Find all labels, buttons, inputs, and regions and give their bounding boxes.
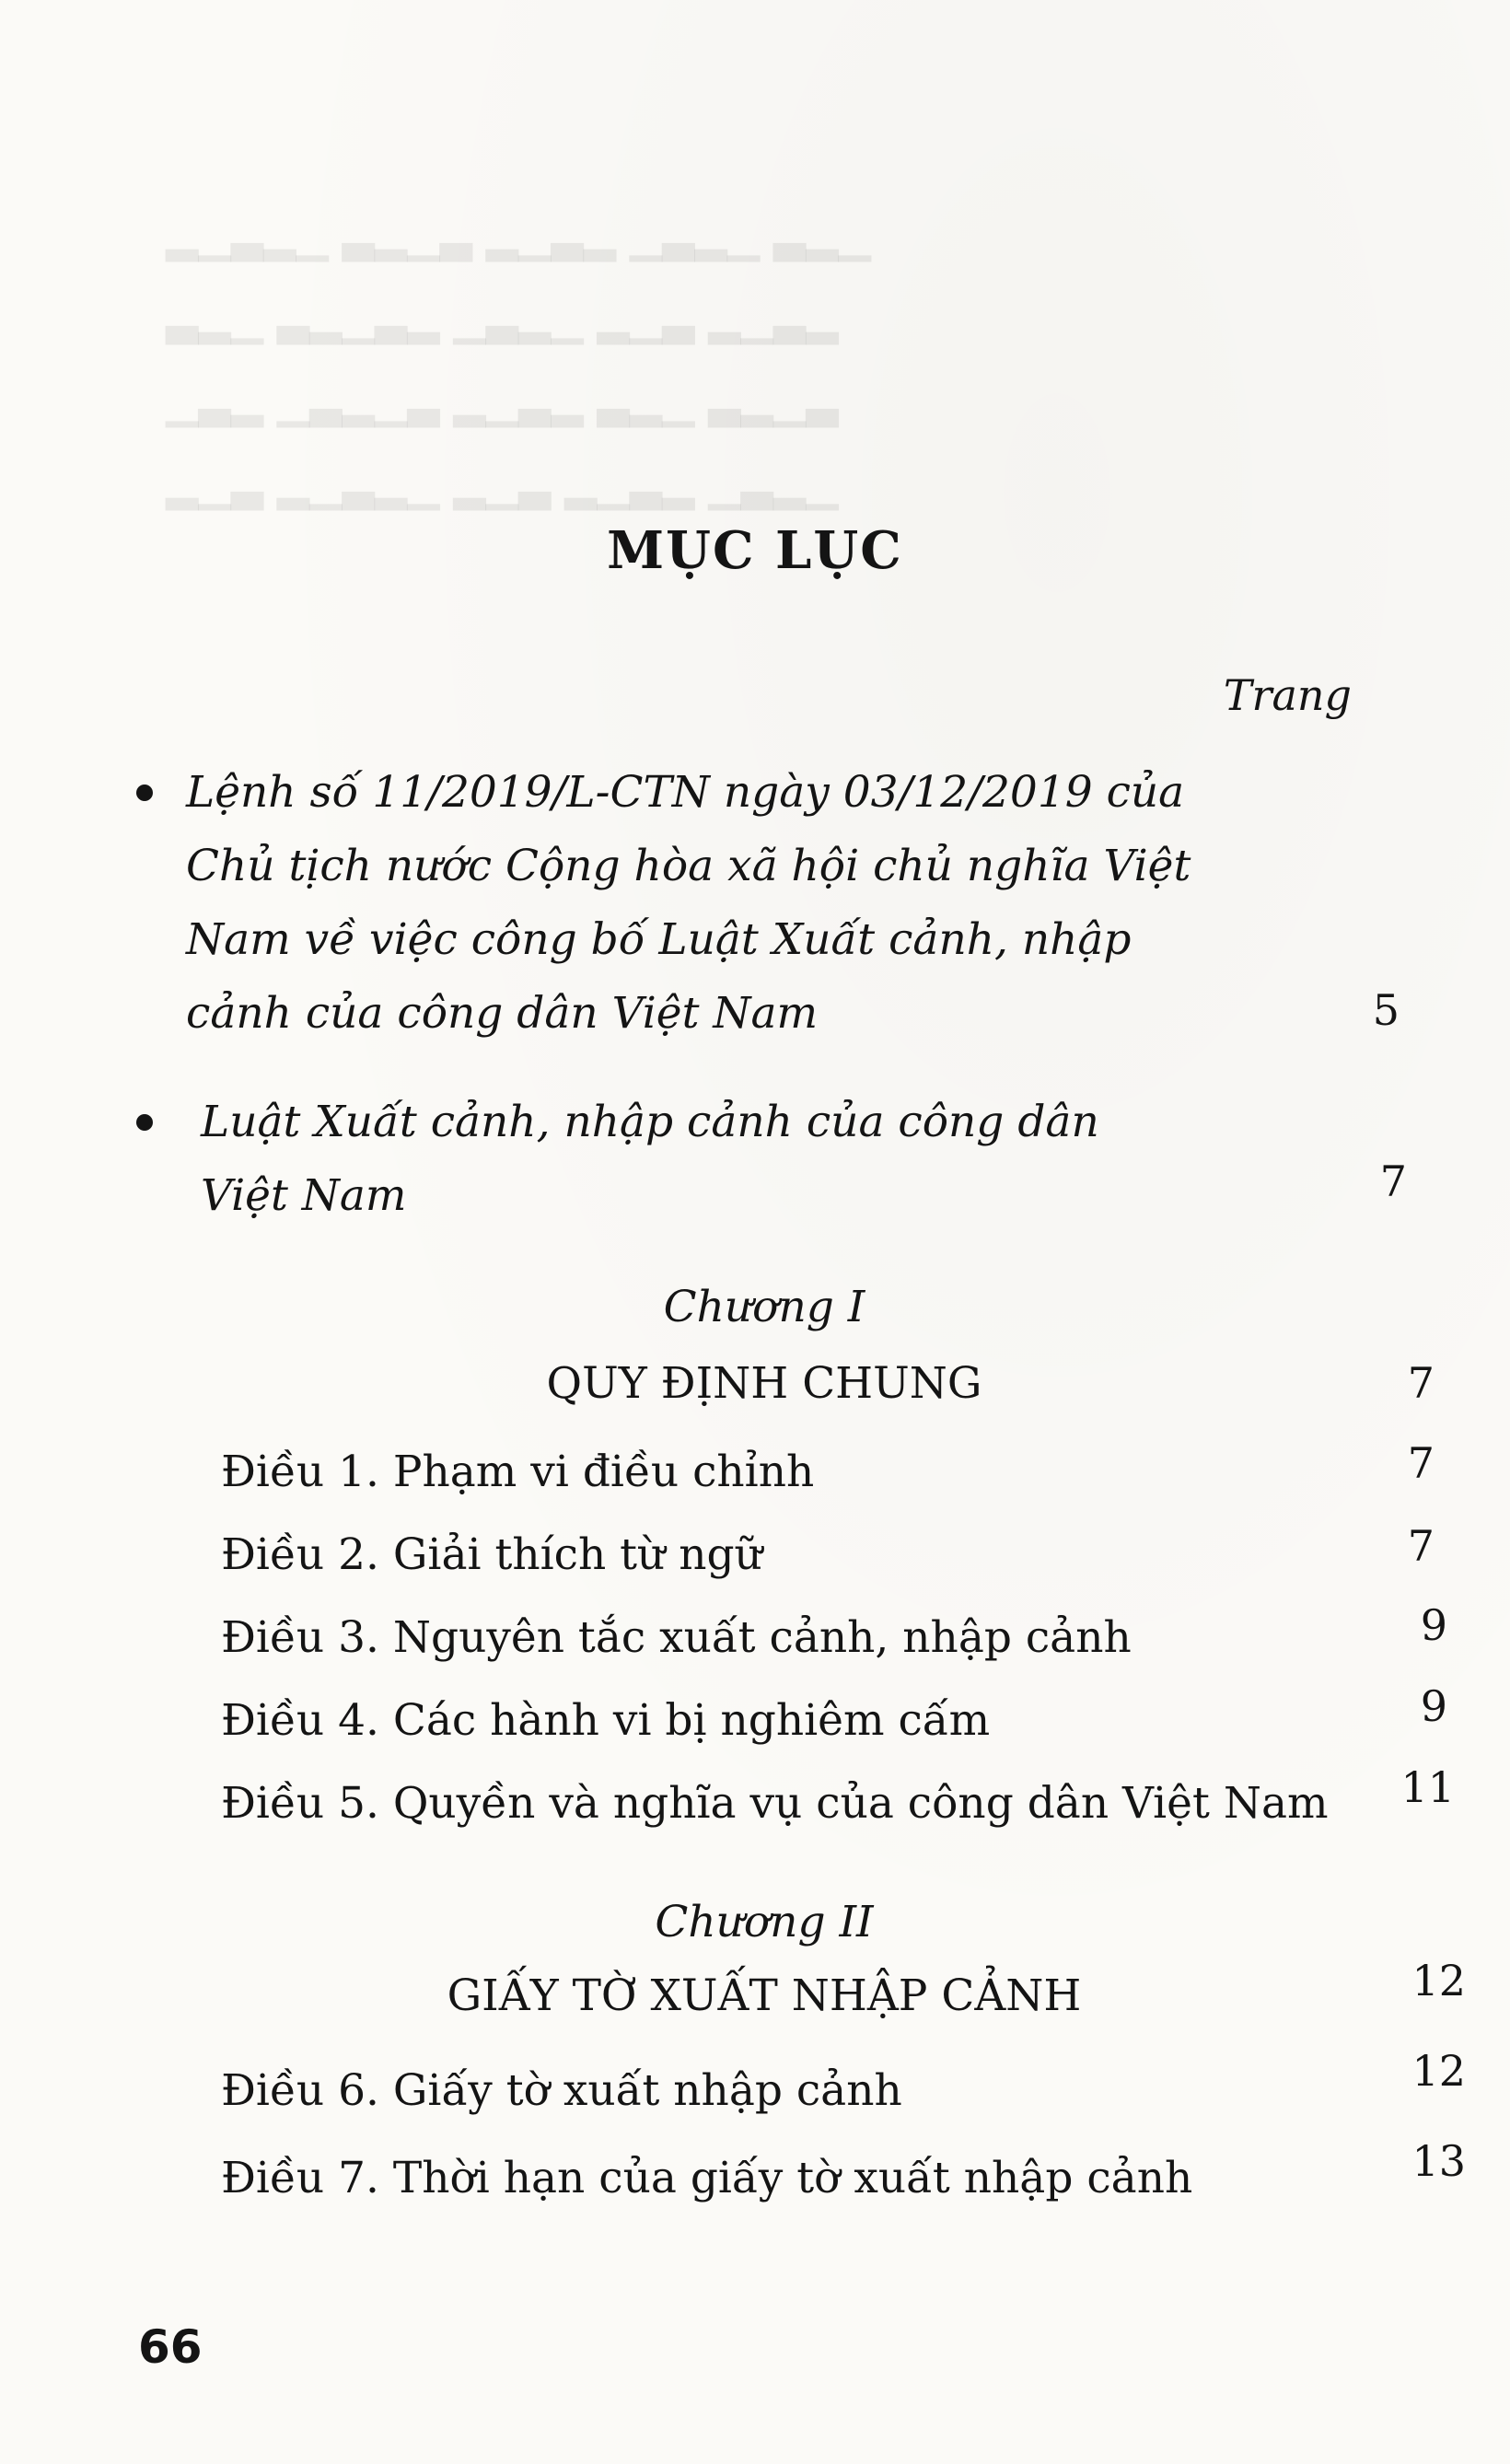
toc-page-number: 12	[1411, 2046, 1466, 2096]
toc-article: Điều 1. Phạm vi điều chỉnh	[221, 1447, 815, 1497]
toc-article: Điều 7. Thời hạn của giấy tờ xuất nhập cảnh	[221, 2153, 1193, 2203]
toc-entry-line: cảnh của công dân Việt Nam	[186, 988, 819, 1039]
bullet-icon	[136, 785, 153, 801]
toc-page-number: 7	[1407, 1358, 1434, 1408]
chapter-title: QUY ĐỊNH CHUNG	[546, 1358, 982, 1409]
page-footer-number: 66	[138, 2320, 203, 2374]
toc-article: Điều 2. Giải thích từ ngữ	[221, 1529, 762, 1580]
toc-entry-line: Việt Nam	[201, 1170, 407, 1221]
toc-page-number: 13	[1411, 2136, 1466, 2186]
show-through-texture: ▁▂▃▁ ▂▃▁▂ ▃▁▂ ▁▂▃▁▂ ▃▁▂	[166, 460, 839, 510]
page-title: MỤC LỤC	[607, 520, 903, 581]
toc-article: Điều 3. Nguyên tắc xuất cảnh, nhập cảnh	[221, 1612, 1132, 1663]
toc-entry-line: Chủ tịch nước Cộng hòa xã hội chủ nghĩa Việt	[186, 841, 1191, 891]
toc-entry-line: Nam về việc công bố Luật Xuất cảnh, nhập	[186, 914, 1132, 965]
show-through-texture: ▁▂▃ ▁▂▃▁ ▂▃▁▂ ▃▁▂▃ ▁▂▃▁▂	[166, 212, 872, 262]
toc-article: Điều 5. Quyền và nghĩa vụ của công dân Việt Nam	[221, 1778, 1329, 1829]
toc-entry-line: Lệnh số 11/2019/L-CTN ngày 03/12/2019 của	[186, 767, 1185, 818]
toc-page-number: 12	[1411, 1956, 1466, 2005]
show-through-texture: ▃▁▂▃ ▁▂▃ ▂▃▁▂ ▃▁▂▃▁ ▂▃▁	[166, 378, 839, 427]
chapter-title: GIẤY TỜ XUẤT NHẬP CẢNH	[447, 1970, 1082, 2021]
toc-article: Điều 6. Giấy tờ xuất nhập cảnh	[221, 2065, 902, 2116]
toc-page-number: 7	[1379, 1156, 1407, 1206]
toc-entry-line: Luật Xuất cảnh, nhập cảnh của công dân	[201, 1097, 1099, 1147]
toc-page-number: 9	[1420, 1681, 1447, 1731]
toc-page-number: 7	[1407, 1438, 1434, 1488]
toc-page-number: 9	[1420, 1600, 1447, 1650]
chapter-label: Chương II	[655, 1897, 874, 1947]
toc-page-number: 11	[1400, 1762, 1455, 1812]
toc-page-number: 5	[1372, 985, 1400, 1035]
chapter-label: Chương I	[663, 1282, 865, 1332]
toc-article: Điều 4. Các hành vi bị nghiêm cấm	[221, 1695, 991, 1746]
page-column-label: Trang	[1223, 670, 1352, 720]
show-through-texture: ▂▃▁▂ ▃▁▂ ▁▂▃▁ ▂▃▁▂▃ ▁▂▃	[166, 295, 839, 344]
toc-page-number: 7	[1407, 1521, 1434, 1571]
bullet-icon	[136, 1114, 153, 1131]
